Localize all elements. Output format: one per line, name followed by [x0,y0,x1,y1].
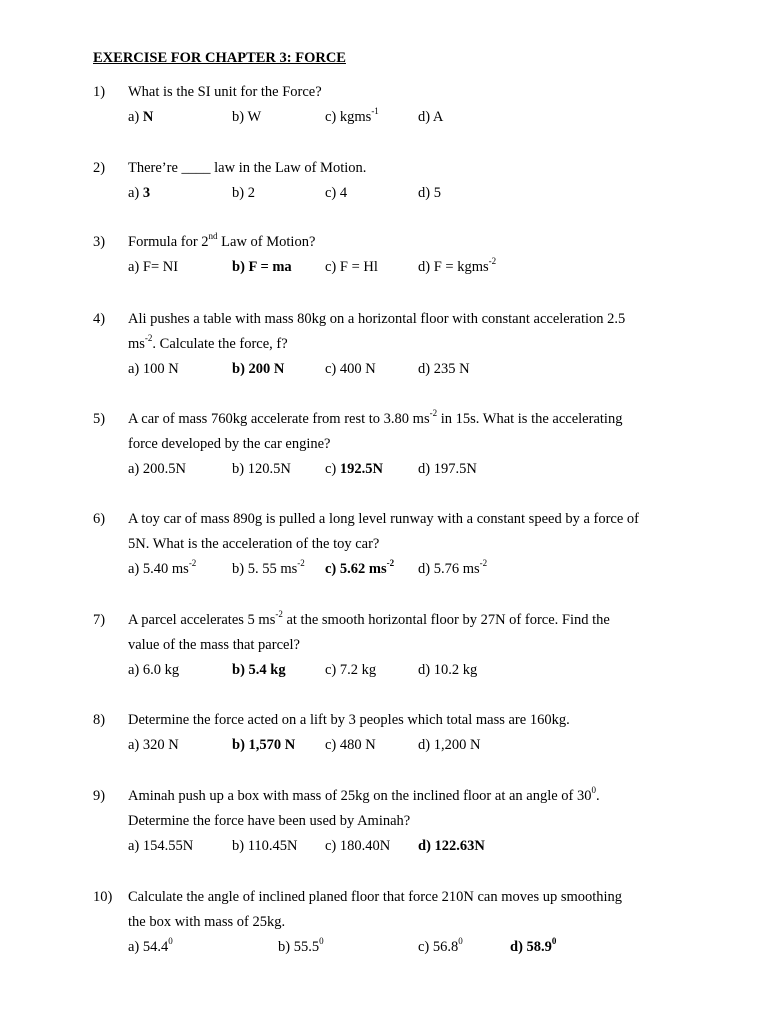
option-text: a) 154.55N [128,838,194,854]
answer-option [232,361,284,378]
option-text: d) A [418,109,444,125]
option-text: d) F = kgms [418,259,489,275]
question-text: Ali pushes a table with mass 80kg on a horizontal floor with constant acceleration 2.5 [128,311,626,327]
option-text: a) 6.0 kg [128,662,180,678]
correct-answer-text: d) 122.63N [418,838,485,854]
answer-option [325,737,376,754]
correct-answer-text: b) F = ma [232,259,292,275]
option-text: d) 197.5N [418,461,477,477]
option-text: a) 5.40 ms [128,561,189,577]
option-text: b) W [232,109,262,125]
question-text-line [128,311,625,328]
correct-answer-text: b) 1,570 N [232,737,296,753]
answer-option [418,461,477,478]
option-text: c) 480 N [325,737,376,753]
correct-answer-text: 3 [142,185,151,201]
answer-option [325,259,378,276]
option-text: a) 54.4 [128,939,169,955]
option-text: a) F= NI [128,259,179,275]
question-text: force developed by the car engine? [128,436,331,452]
question-text: value of the mass that parcel? [128,637,300,653]
answer-option [418,109,443,126]
question-text-line [128,609,610,629]
option-text: a) 320 N [128,737,179,753]
answer-option [128,558,197,578]
correct-answer-text: b) 200 N [232,361,285,377]
question-text: the box with mass of 25kg. [128,914,286,930]
answer-option [128,737,179,754]
option-text: c) 56.8 [418,939,459,955]
superscript: nd [208,231,218,242]
question-text-line [128,511,639,528]
option-text: c) 180.40N [325,838,391,854]
question-number: 10) [93,889,113,905]
question-text: Law of Motion? [217,234,316,250]
question-text-line [128,84,322,101]
question-text-line [128,333,288,353]
correct-answer-text: d) 58.9 [510,939,552,955]
option-text: d) 5.76 ms [418,561,480,577]
superscript: -2 [386,558,395,569]
question-text: Calculate the angle of inclined planed floor that force 210N can moves up smoothing [128,889,623,905]
option-text: c) F = Hl [325,259,378,275]
correct-answer-text: b) 5.4 kg [232,662,286,678]
superscript: 0 [458,936,463,947]
superscript: -2 [479,558,488,569]
answer-option [232,838,298,855]
question-number: 2) [93,160,106,176]
question-text: . [596,788,600,804]
superscript: 0 [168,936,173,947]
question-text: A toy car of mass 890g is pulled a long level runway with a constant speed by a force of [128,511,639,527]
answer-option [128,662,179,679]
option-text: d) 235 N [418,361,470,377]
question-text-line [128,712,570,729]
question-text: Determine the force acted on a lift by 3 peoples which total mass are 160kg. [128,712,570,728]
answer-option [128,461,186,478]
answer-option [232,185,255,202]
question-text: at the smooth horizontal floor by 27N of force. Find the [282,612,610,628]
option-text: c) [325,461,340,477]
question-text: A car of mass 760kg accelerate from rest to 3.80 ms [128,411,430,427]
question-text: Determine the force have been used by Aminah? [128,813,411,829]
question-text: in 15s. What is the accelerating [437,411,623,427]
question-text-line [128,889,622,906]
superscript: -2 [144,333,153,344]
question-text-line [128,436,331,453]
question-text-line [128,637,300,654]
question-text-line [128,785,600,805]
question-text: What is the SI unit for the Force? [128,84,322,100]
option-text: b) 120.5N [232,461,291,477]
answer-option [232,662,286,679]
answer-option [418,185,441,202]
answer-option [325,662,376,679]
superscript: 0 [319,936,324,947]
option-text: c) 400 N [325,361,376,377]
answer-option [232,259,292,276]
question-text: 5N. What is the acceleration of the toy car? [128,536,380,552]
option-text: b) 2 [232,185,255,201]
answer-option [418,936,463,956]
option-text: a) 100 N [128,361,179,377]
question-number: 4) [93,311,106,327]
question-number: 5) [93,411,106,427]
answer-option [325,185,347,202]
option-text: d) 1,200 N [418,737,481,753]
question-text-line [128,160,366,177]
answer-option [418,662,477,679]
superscript: -2 [188,558,197,569]
question-text-line [128,408,623,428]
answer-option [232,737,295,754]
superscript: 0 [591,785,597,796]
question-text: . Calculate the force, f? [152,336,288,352]
answer-option [418,737,480,754]
option-text: a) [128,109,143,125]
answer-option [128,838,193,855]
question-text: A parcel accelerates 5 ms [128,612,276,628]
answer-option [418,558,488,578]
question-text: Formula for 2 [128,234,209,250]
superscript: -1 [371,106,379,117]
answer-option [418,361,470,378]
answer-option [325,106,379,126]
question-number: 6) [93,511,106,527]
question-number: 7) [93,612,106,628]
answer-option [278,936,324,956]
answer-option [232,558,305,578]
answer-option [325,558,395,578]
option-text: d) 10.2 kg [418,662,478,678]
correct-answer-text: c) 5.62 ms [325,561,387,577]
superscript: -2 [488,256,497,267]
option-text: a) [128,185,143,201]
option-text: c) 7.2 kg [325,662,377,678]
answer-option [128,936,173,956]
question-text-line [128,914,285,931]
answer-option [510,936,557,956]
question-text-line [128,231,316,251]
answer-option [232,109,261,126]
superscript: -2 [275,609,283,620]
answer-option [128,185,150,202]
question-text: ms [128,336,145,352]
question-text: Aminah push up a box with mass of 25kg on the inclined floor at an angle of 30 [128,788,592,804]
answer-option [128,259,178,276]
answer-option [325,461,383,478]
answer-option [418,256,497,276]
question-text: There’re ____ law in the Law of Motion. [128,160,367,176]
option-text: b) 55.5 [278,939,320,955]
option-text: d) 5 [418,185,441,201]
question-number: 8) [93,712,106,728]
page-title: EXERCISE FOR CHAPTER 3: FORCE [93,50,346,66]
superscript: -2 [429,408,438,419]
correct-answer-text: N [142,109,154,125]
answer-option [128,109,153,126]
correct-answer-text: 192.5N [339,461,383,477]
question-number: 3) [93,234,106,250]
superscript: -2 [297,558,305,569]
answer-option [325,838,390,855]
question-text-line [128,813,410,830]
option-text: b) 110.45N [232,838,298,854]
option-text: b) 5. 55 ms [232,561,298,577]
answer-option [232,461,291,478]
question-number: 9) [93,788,106,804]
superscript: 0 [551,936,557,947]
option-text: c) 4 [325,185,348,201]
option-text: c) kgms [325,109,372,125]
answer-option [418,838,485,855]
option-text: a) 200.5N [128,461,186,477]
question-text-line [128,536,379,553]
answer-option [128,361,179,378]
question-number: 1) [93,84,106,100]
answer-option [325,361,376,378]
